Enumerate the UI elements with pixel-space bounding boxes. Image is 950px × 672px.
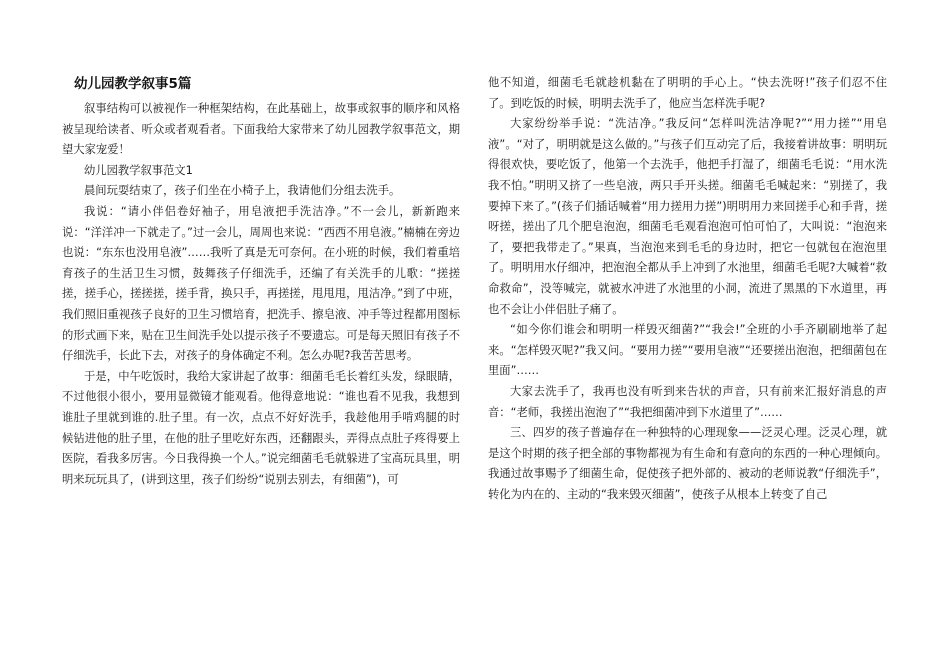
body-paragraph: 大家纷纷举手说：“洗洁净。”我反问“怎样叫洗洁净呢?”“用力搓”“用皂液”。“对了，明明就是这么做的。”与孩子们互动完了后，我接着讲故事：明明玩得很欢快，要吃饭了，他第一个去洗手，他把手打湿了，细菌毛毛说：“用水洗我不怕。”明明又挤了一些皂液，两只手开头搓。细菌毛毛喊起来：“别搓了，我要掉下来了。”(孩子们插话喊着“用力搓用力搓”)明明用力来回搓手心和手背，搓呀搓，搓出了几个肥皂泡泡，细菌毛毛观看泡泡可怕可怕了，大叫说：“泡泡来了，要把我带走了。”果真，当泡泡来到毛毛的身边时，把它一包就包在泡泡里了。明明用水仔细冲，把泡泡全都从手上冲到了水池里，细菌毛毛呢?大喊着“救命救命”，没等喊完，就被水冲进了水池里的小洞，流进了黑黑的下水道里，再也不会让小伴侣肚子痛了。 [488, 117, 887, 316]
intro-paragraph: 叙事结构可以被视作一种框架结构，在此基础上，故事或叙事的顺序和风格被呈现给读者、听众或者观看者。下面我给大家带来了幼儿园教学叙事范文，期望大家宠爱！ [62, 102, 460, 157]
section-heading: 幼儿园教学叙事范文1 [84, 163, 193, 177]
document-title: 幼儿园教学叙事5篇 [74, 76, 192, 92]
body-paragraph: 三、四岁的孩子普遍存在一种独特的心理现象——泛灵心理。泛灵心理，就是这个时期的孩子把全部的事物都视为有生命和有意向的东西的一种心理倾向。我通过故事赐予了细菌生命，促使孩子把外部的、被动的老师说教“仔细洗手”，转化为内在的、主动的“我来毁灭细菌”，使孩子从根本上转变了自己 [488, 426, 887, 501]
body-paragraph: 晨间玩耍结束了，孩子们坐在小椅子上，我请他们分组去洗手。 [84, 184, 401, 198]
body-paragraph: 我说：“请小伴侣卷好袖子，用皂液把手洗洁净。”不一会儿，新新跑来说：“洋洋冲一下就走了。”过一会儿，周周也来说：“西西不用皂液。”楠楠在旁边也说：“东东也没用皂液”……我听了真是无可奈何。在小班的时候，我们着重培育孩子的生活卫生习惯，鼓舞孩子仔细洗手，还编了有关洗手的儿歌：“搓搓搓，搓手心，搓搓搓，搓手背，换只手，再搓搓，甩甩甩，甩洁净。”到了中班，我们照旧重视孩子良好的卫生习惯培育，把洗手、擦皂液、冲手等过程都用图标的形式画下来，贴在卫生间洗手处以提示孩子不要遗忘。可是每天照旧有孩子不仔细洗手，长此下去，对孩子的身体确定不利。怎么办呢?我苦苦思考。 [62, 204, 460, 363]
body-paragraph: 大家去洗手了，我再也没有听到来告状的声音，只有前来汇报好消息的声音：“老师，我搓出泡泡了”“我把细菌冲到下水道里了”…… [488, 384, 887, 419]
left-column [62, 0, 460, 490]
right-column [488, 0, 887, 505]
body-paragraph: 他不知道，细菌毛毛就趁机黏在了明明的手心上。“快去洗呀!”孩子们忍不住了。到吃饭的时候，明明去洗手了，他应当怎样洗手呢? [488, 76, 887, 110]
body-paragraph: 于是，中午吃饭时，我给大家讲起了故事：细菌毛毛长着红头发，绿眼睛，不过他很小很小，要用显微镜才能观看。他得意地说：“谁也看不见我，我想到谁肚子里就到谁的.肚子里。有一次，点点不好好洗手，我趁他用手啃鸡腿的时候钻进他的肚子里，在他的肚子里吃好东西，还翻跟头，弄得点点肚子疼得要上医院，看我多厉害。今日我得换一个人。”说完细菌毛毛就躲进了宝高玩具里，明明来玩玩具了，(讲到这里，孩子们纷纷“说别去别去，有细菌”)，可 [62, 369, 460, 486]
body-paragraph: “如今你们谁会和明明一样毁灭细菌?”“我会!”全班的小手齐刷刷地举了起来。“怎样毁灭呢?”我又问。“要用力搓”“要用皂液”“还要搓出泡泡，把细菌包在里面”…… [488, 323, 887, 378]
